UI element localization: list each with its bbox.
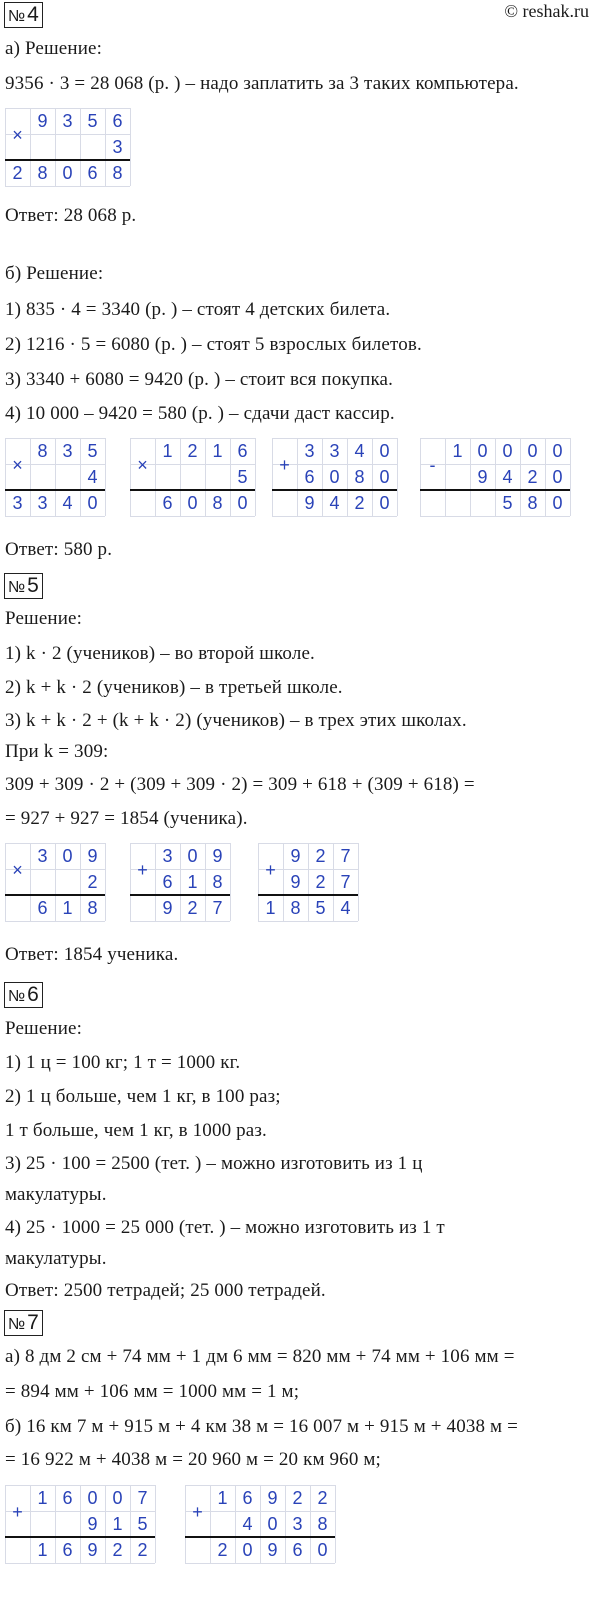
digit-cell: 6 bbox=[62, 1540, 73, 1560]
operator-sign: - bbox=[429, 455, 436, 476]
digit-cell: 7 bbox=[340, 846, 351, 866]
calc-add-16007-915 bbox=[5, 1485, 155, 1563]
digit-cell: 6 bbox=[292, 1540, 303, 1560]
digit-cell: 0 bbox=[242, 1540, 253, 1560]
digit-cell: 9 bbox=[290, 846, 301, 866]
digit-cell: 7 bbox=[137, 1488, 148, 1508]
text-line: = 16 922 м + 4038 м = 20 960 м = 20 км 960 м; bbox=[5, 1449, 381, 1470]
text-line: 4) 10 000 – 9420 = 580 (р. ) – сдачи даст кассир. bbox=[5, 403, 395, 424]
operator-sign: + bbox=[279, 455, 290, 476]
digit-cell: 2 bbox=[292, 1488, 303, 1508]
digit-cell: 6 bbox=[242, 1488, 253, 1508]
grid-line bbox=[130, 108, 131, 186]
grid-line bbox=[5, 516, 105, 517]
digit-cell: 3 bbox=[62, 111, 73, 131]
digit-cell: 8 bbox=[212, 872, 223, 892]
operator-sign: + bbox=[192, 1502, 203, 1523]
digit-cell: 2 bbox=[112, 1540, 123, 1560]
digit-cell: 6 bbox=[237, 441, 248, 461]
digit-cell: 0 bbox=[552, 467, 563, 487]
calc-sub-10000-9420 bbox=[420, 438, 570, 516]
grid-line bbox=[5, 921, 105, 922]
text-line: 2) k + k · 2 (учеников) – в третьей школе. bbox=[5, 677, 343, 698]
digit-cell: 0 bbox=[477, 441, 488, 461]
digit-cell: 8 bbox=[212, 493, 223, 513]
digit-cell: 2 bbox=[87, 872, 98, 892]
grid-line bbox=[255, 438, 256, 516]
digit-cell: 6 bbox=[162, 493, 173, 513]
digit-cell: 8 bbox=[112, 163, 123, 183]
digit-cell: 8 bbox=[87, 898, 98, 918]
grid-line bbox=[230, 843, 231, 921]
text-line: макулатуры. bbox=[5, 1184, 107, 1205]
text-line: Решение: bbox=[5, 608, 83, 629]
digit-cell: 0 bbox=[267, 1514, 278, 1534]
operator-sign: + bbox=[12, 1502, 23, 1523]
grid-line bbox=[5, 186, 130, 187]
digit-cell: 9 bbox=[87, 1540, 98, 1560]
digit-cell: 8 bbox=[290, 898, 301, 918]
digit-cell: 1 bbox=[212, 441, 223, 461]
digit-cell: 6 bbox=[87, 163, 98, 183]
digit-cell: 4 bbox=[354, 441, 365, 461]
section-number-sign: № bbox=[8, 579, 26, 596]
digit-cell: 9 bbox=[267, 1488, 278, 1508]
grid-line bbox=[155, 1485, 156, 1563]
text-line: Ответ: 1854 ученика. bbox=[5, 944, 179, 965]
operator-sign: × bbox=[12, 455, 23, 476]
digit-cell: 2 bbox=[187, 898, 198, 918]
calc-mult-9356x3 bbox=[5, 108, 130, 186]
digit-cell: 5 bbox=[502, 493, 513, 513]
digit-cell: 2 bbox=[187, 441, 198, 461]
section-number: 6 bbox=[27, 983, 39, 1006]
section-header-4 bbox=[4, 2, 43, 28]
grid-line bbox=[272, 516, 397, 517]
text-line: 2) 1216 · 5 = 6080 (р. ) – стоят 5 взрослых билетов. bbox=[5, 334, 422, 355]
grid-line bbox=[105, 438, 106, 516]
grid-line bbox=[420, 516, 570, 517]
digit-cell: 9 bbox=[267, 1540, 278, 1560]
grid-line bbox=[570, 438, 571, 516]
text-line: 309 + 309 · 2 + (309 + 309 · 2) = 309 + 618 + (309 + 618) = bbox=[5, 774, 475, 795]
section-header-6 bbox=[4, 982, 43, 1008]
digit-cell: 3 bbox=[62, 441, 73, 461]
digit-cell: 0 bbox=[87, 1488, 98, 1508]
digit-cell: 1 bbox=[62, 898, 73, 918]
digit-cell: 6 bbox=[37, 898, 48, 918]
calc-mult-1216x5 bbox=[130, 438, 255, 516]
digit-cell: 2 bbox=[217, 1540, 228, 1560]
digit-cell: 2 bbox=[137, 1540, 148, 1560]
text-line: Ответ: 28 068 р. bbox=[5, 205, 137, 226]
grid-line bbox=[335, 1485, 336, 1563]
digit-cell: 9 bbox=[290, 872, 301, 892]
text-line: б) Решение: bbox=[5, 263, 104, 284]
grid-line bbox=[185, 1563, 335, 1564]
text-line: макулатуры. bbox=[5, 1248, 107, 1269]
digit-cell: 0 bbox=[187, 846, 198, 866]
calc-add-3340-6080 bbox=[272, 438, 397, 516]
calc-add-927-927 bbox=[258, 843, 358, 921]
section-number: 5 bbox=[27, 574, 39, 597]
digit-cell: 2 bbox=[354, 493, 365, 513]
grid-line bbox=[5, 1563, 155, 1564]
digit-cell: 3 bbox=[112, 137, 123, 157]
digit-cell: 1 bbox=[37, 1540, 48, 1560]
digit-cell: 6 bbox=[162, 872, 173, 892]
text-line: б) 16 км 7 м + 915 м + 4 км 38 м = 16 007 м + 915 м + 4038 м = bbox=[5, 1416, 518, 1437]
grid-line bbox=[258, 921, 358, 922]
text-line: 9356 · 3 = 28 068 (р. ) – надо заплатить за 3 таких компьютера. bbox=[5, 73, 519, 94]
digit-cell: 0 bbox=[112, 1488, 123, 1508]
grid-line bbox=[397, 438, 398, 516]
grid-line bbox=[358, 843, 359, 921]
digit-cell: 0 bbox=[552, 493, 563, 513]
digit-cell: 8 bbox=[37, 163, 48, 183]
digit-cell: 6 bbox=[62, 1488, 73, 1508]
calc-add-309-618 bbox=[130, 843, 230, 921]
text-line: Ответ: 580 р. bbox=[5, 539, 113, 560]
text-line: 2) 1 ц больше, чем 1 кг, в 100 раз; bbox=[5, 1086, 281, 1107]
operator-sign: × bbox=[12, 860, 23, 881]
calc-add-16922-4038 bbox=[185, 1485, 335, 1563]
text-line: 1 т больше, чем 1 кг, в 1000 раз. bbox=[5, 1120, 267, 1141]
digit-cell: 6 bbox=[112, 111, 123, 131]
digit-cell: 1 bbox=[452, 441, 463, 461]
digit-cell: 6 bbox=[304, 467, 315, 487]
digit-cell: 4 bbox=[340, 898, 351, 918]
text-line: а) 8 дм 2 см + 74 мм + 1 дм 6 мм = 820 мм + 74 мм + 106 мм = bbox=[5, 1346, 515, 1367]
digit-cell: 0 bbox=[502, 441, 513, 461]
section-header-5 bbox=[4, 573, 43, 599]
digit-cell: 4 bbox=[62, 493, 73, 513]
digit-cell: 2 bbox=[315, 872, 326, 892]
digit-cell: 2 bbox=[527, 467, 538, 487]
digit-cell: 8 bbox=[317, 1514, 328, 1534]
digit-cell: 0 bbox=[379, 467, 390, 487]
digit-cell: 8 bbox=[527, 493, 538, 513]
text-line: 4) 25 · 1000 = 25 000 (тет. ) – можно изготовить из 1 т bbox=[5, 1217, 445, 1238]
text-line: 1) 835 · 4 = 3340 (р. ) – стоят 4 детских билета. bbox=[5, 299, 391, 320]
section-number: 7 bbox=[27, 1311, 39, 1334]
text-line: Ответ: 2500 тетрадей; 25 000 тетрадей. bbox=[5, 1280, 326, 1301]
digit-cell: 4 bbox=[87, 467, 98, 487]
site-watermark: © reshak.ru bbox=[504, 1, 589, 21]
digit-cell: 2 bbox=[12, 163, 23, 183]
digit-cell: 0 bbox=[329, 467, 340, 487]
digit-cell: 5 bbox=[87, 441, 98, 461]
grid-line bbox=[105, 843, 106, 921]
digit-cell: 0 bbox=[552, 441, 563, 461]
digit-cell: 0 bbox=[379, 493, 390, 513]
digit-cell: 5 bbox=[237, 467, 248, 487]
grid-line bbox=[130, 516, 255, 517]
text-line: 3) 25 · 100 = 2500 (тет. ) – можно изготовить из 1 ц bbox=[5, 1153, 423, 1174]
digit-cell: 3 bbox=[37, 493, 48, 513]
operator-sign: + bbox=[137, 860, 148, 881]
digit-cell: 0 bbox=[527, 441, 538, 461]
digit-cell: 5 bbox=[87, 111, 98, 131]
digit-cell: 1 bbox=[265, 898, 276, 918]
digit-cell: 0 bbox=[379, 441, 390, 461]
digit-cell: 5 bbox=[137, 1514, 148, 1534]
digit-cell: 7 bbox=[212, 898, 223, 918]
digit-cell: 2 bbox=[315, 846, 326, 866]
section-number-sign: № bbox=[8, 988, 26, 1005]
text-line: = 894 мм + 106 мм = 1000 мм = 1 м; bbox=[5, 1381, 300, 1402]
digit-cell: 8 bbox=[37, 441, 48, 461]
section-header-7 bbox=[4, 1310, 43, 1336]
digit-cell: 9 bbox=[304, 493, 315, 513]
digit-cell: 7 bbox=[340, 872, 351, 892]
digit-cell: 0 bbox=[317, 1540, 328, 1560]
digit-cell: 0 bbox=[87, 493, 98, 513]
digit-cell: 4 bbox=[242, 1514, 253, 1534]
digit-cell: 0 bbox=[187, 493, 198, 513]
digit-cell: 0 bbox=[62, 846, 73, 866]
digit-cell: 5 bbox=[315, 898, 326, 918]
digit-cell: 3 bbox=[292, 1514, 303, 1534]
digit-cell: 9 bbox=[87, 1514, 98, 1534]
calc-mult-835x4 bbox=[5, 438, 105, 516]
digit-cell: 0 bbox=[62, 163, 73, 183]
digit-cell: 1 bbox=[112, 1514, 123, 1534]
digit-cell: 1 bbox=[217, 1488, 228, 1508]
operator-sign: + bbox=[265, 860, 276, 881]
digit-cell: 8 bbox=[354, 467, 365, 487]
digit-cell: 0 bbox=[237, 493, 248, 513]
digit-cell: 9 bbox=[212, 846, 223, 866]
digit-cell: 3 bbox=[162, 846, 173, 866]
text-line: 1) 1 ц = 100 кг; 1 т = 1000 кг. bbox=[5, 1052, 241, 1073]
digit-cell: 9 bbox=[477, 467, 488, 487]
digit-cell: 3 bbox=[12, 493, 23, 513]
operator-sign: × bbox=[137, 455, 148, 476]
digit-cell: 9 bbox=[37, 111, 48, 131]
text-line: 3) 3340 + 6080 = 9420 (р. ) – стоит вся покупка. bbox=[5, 369, 394, 390]
digit-cell: 4 bbox=[329, 493, 340, 513]
operator-sign: × bbox=[12, 125, 23, 146]
digit-cell: 1 bbox=[187, 872, 198, 892]
text-line: 3) k + k · 2 + (k + k · 2) (учеников) – в трех этих школах. bbox=[5, 710, 467, 731]
section-number-sign: № bbox=[8, 1316, 26, 1333]
digit-cell: 3 bbox=[304, 441, 315, 461]
digit-cell: 4 bbox=[502, 467, 513, 487]
digit-cell: 1 bbox=[162, 441, 173, 461]
section-number-sign: № bbox=[8, 8, 26, 25]
calc-mult-309x2 bbox=[5, 843, 105, 921]
digit-cell: 3 bbox=[37, 846, 48, 866]
digit-cell: 9 bbox=[162, 898, 173, 918]
text-line: Решение: bbox=[5, 1018, 83, 1039]
section-number: 4 bbox=[27, 3, 39, 26]
text-line: а) Решение: bbox=[5, 38, 103, 59]
digit-cell: 3 bbox=[329, 441, 340, 461]
text-line: 1) k · 2 (учеников) – во второй школе. bbox=[5, 643, 315, 664]
digit-cell: 2 bbox=[317, 1488, 328, 1508]
digit-cell: 1 bbox=[37, 1488, 48, 1508]
text-line: При k = 309: bbox=[5, 741, 109, 762]
grid-line bbox=[130, 921, 230, 922]
digit-cell: 9 bbox=[87, 846, 98, 866]
text-line: = 927 + 927 = 1854 (ученика). bbox=[5, 808, 248, 829]
